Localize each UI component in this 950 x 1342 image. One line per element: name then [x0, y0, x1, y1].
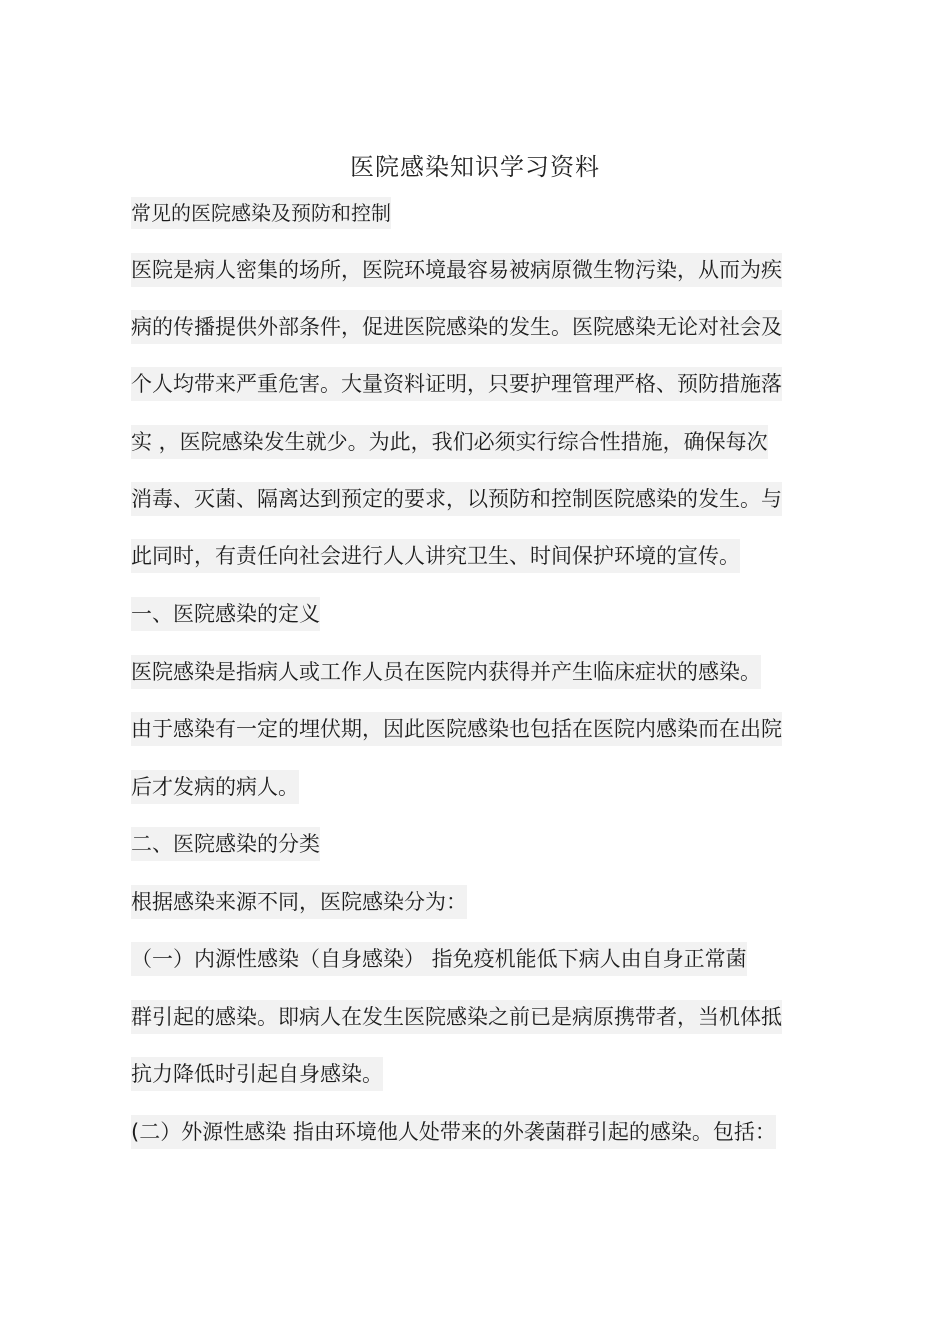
paragraph-line: 此同时，有责任向社会进行人人讲究卫生、时间保护环境的宣传。 [131, 539, 740, 573]
paragraph-line: 消毒、灭菌、隔离达到预定的要求，以预防和控制医院感染的发生。与 [131, 482, 782, 516]
paragraph-line: 群引起的感染。即病人在发生医院感染之前已是病原携带者，当机体抵 [131, 1000, 782, 1034]
paragraph-line: 实 ，医院感染发生就少。为此，我们必须实行综合性措施，确保每次 [131, 425, 768, 459]
paragraph-line: (二）外源性感染 指由环境他人处带来的外袭菌群引起的感染。包括： [131, 1115, 776, 1149]
paragraph-line: 根据感染来源不同，医院感染分为： [131, 885, 467, 919]
section-heading-definition: 一、医院感染的定义 [131, 597, 320, 631]
paragraph-line: 后才发病的病人。 [131, 770, 299, 804]
paragraph-line: 病的传播提供外部条件，促进医院感染的发生。医院感染无论对社会及 [131, 310, 782, 344]
paragraph-line: 个人均带来严重危害。大量资料证明，只要护理管理严格、预防措施落 [131, 367, 782, 401]
paragraph-line: 医院感染是指病人或工作人员在医院内获得并产生临床症状的感染。 [131, 655, 761, 689]
section-subtitle: 常见的医院感染及预防和控制 [131, 197, 391, 229]
paragraph-line: 医院是病人密集的场所，医院环境最容易被病原微生物污染，从而为疾 [131, 253, 782, 287]
paragraph-line: 由于感染有一定的埋伏期，因此医院感染也包括在医院内感染而在出院 [131, 712, 782, 746]
paragraph-line: 抗力降低时引起自身感染。 [131, 1057, 383, 1091]
paragraph-line: （一）内源性感染（自身感染） 指免疫机能低下病人由自身正常菌 [131, 942, 747, 976]
document-title: 医院感染知识学习资料 [350, 153, 600, 181]
section-heading-classification: 二、医院感染的分类 [131, 827, 320, 861]
